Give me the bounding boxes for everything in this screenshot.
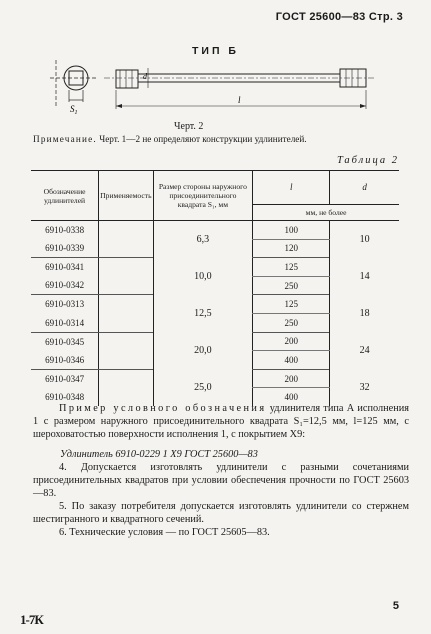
table-row: 6910-0348 400 bbox=[31, 388, 399, 406]
note-label: Примечание. bbox=[33, 134, 97, 144]
d-label: d bbox=[143, 72, 147, 81]
table-row: 6910-0314 250 bbox=[31, 313, 399, 332]
col-size: Размер стороны наружного присоединительного квадрата S₁, мм bbox=[153, 171, 253, 221]
col-units: мм, не более bbox=[253, 205, 399, 221]
example-heading: Пример условного обозначения bbox=[59, 403, 267, 414]
printer-mark: 1-7К bbox=[20, 612, 43, 627]
drawing-caption: Черт. 2 bbox=[174, 121, 204, 132]
example-text: удлинителя типа А исполнения 1 с размером наружного присоединительного квадрата S₁=12,5 мм, l=125 мм, с шероховатостью поверхности исполнения 1, с покрытием Х9: bbox=[33, 403, 409, 440]
note bbox=[33, 133, 403, 145]
table-row: 6910-0346 400 bbox=[31, 351, 399, 370]
table-row: 6910-0313 12,5 125 18 bbox=[31, 295, 399, 314]
table-title: Таблица 2 bbox=[336, 155, 399, 166]
paragraph-6: 6. Технические условия — по ГОСТ 25605—83. bbox=[59, 527, 270, 538]
table-row: 6910-0338 6,3 100 10 bbox=[31, 221, 399, 240]
example-designation: Удлинитель 6910-0229 1 Х9 ГОСТ 25600—83 bbox=[60, 449, 258, 460]
table-row: 6910-0345 20,0 200 24 bbox=[31, 332, 399, 351]
col-designation: Обозначение удлинителей bbox=[31, 171, 99, 221]
col-application: Применяемость bbox=[99, 171, 153, 221]
table-row: 6910-0342 250 bbox=[31, 276, 399, 295]
s1-label: $S_1$ bbox=[70, 104, 78, 116]
col-d: d bbox=[330, 171, 399, 205]
note-text: Черт. 1—2 не определяют конструкции удлинителей. bbox=[99, 134, 307, 144]
page-number: 5 bbox=[392, 600, 399, 612]
extender-drawing bbox=[40, 60, 400, 122]
end-view bbox=[50, 60, 98, 106]
spec-table bbox=[31, 170, 399, 406]
page-header: ГОСТ 25600—83 Стр. 3 bbox=[275, 11, 403, 23]
table-row: 6910-0341 10,0 125 14 bbox=[31, 258, 399, 277]
paragraph-5: 5. По заказу потребителя допускается изготовлять удлинители со стержнем шестигранного и квадратного сечений. bbox=[33, 501, 409, 525]
example-paragraph bbox=[33, 402, 409, 441]
col-l: l bbox=[253, 171, 330, 205]
drawing-title: ТИП Б bbox=[192, 45, 239, 57]
paragraph-4: 4. Допускается изготовлять удлинители с разными сочетаниями присоединительных квадратов при условии обеспечения прочности по ГОСТ 25603—83. bbox=[33, 462, 409, 499]
l-label: l bbox=[238, 95, 241, 105]
table-row: 6910-0347 25,0 200 32 bbox=[31, 369, 399, 388]
table-row: 6910-0339 120 bbox=[31, 239, 399, 258]
